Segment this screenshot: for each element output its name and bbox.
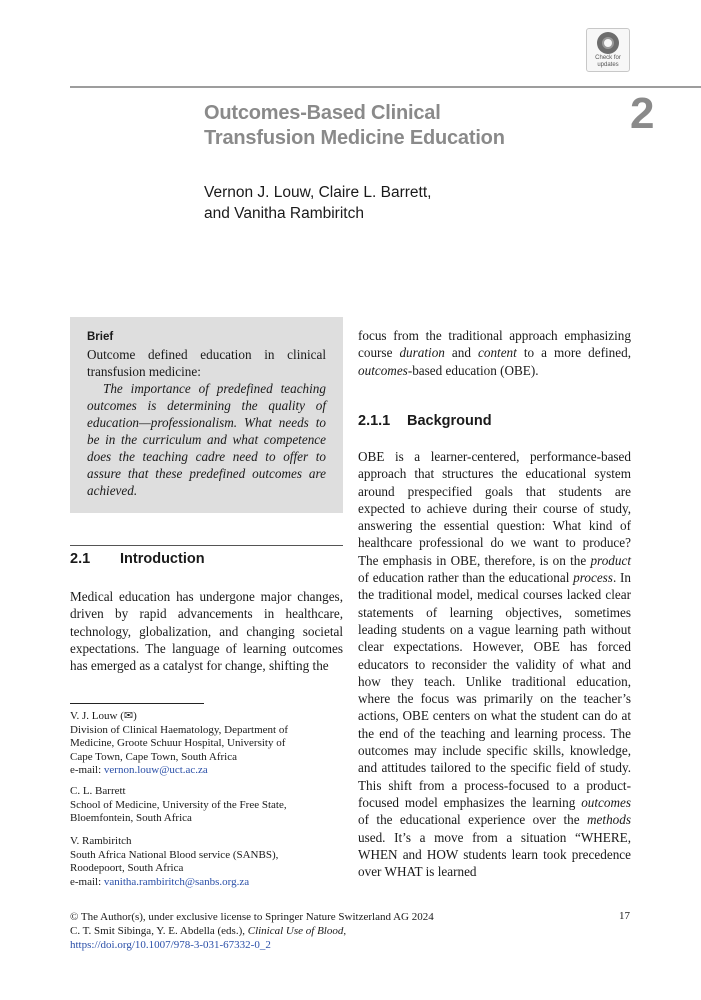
citation-end: ,: [343, 925, 347, 937]
affil-line: South Africa National Blood service (SANBS),: [70, 848, 279, 861]
brief-heading: Brief: [87, 331, 114, 343]
citation-editors: C. T. Smit Sibinga, Y. E. Abdella (eds.),: [70, 925, 248, 937]
text-run: of the educational experience over the: [358, 812, 588, 828]
email-label: e-mail:: [70, 764, 104, 777]
badge-line2: updates: [597, 62, 619, 68]
affil-line: School of Medicine, University of the Free State,: [70, 798, 287, 811]
badge-line1: Check for: [595, 55, 621, 61]
affil-line: Bloemfontein, South Africa: [70, 812, 192, 825]
title-line-1: Outcomes-Based Clinical: [204, 102, 441, 124]
email-link[interactable]: vanitha.rambiritch@sanbs.org.za: [103, 875, 250, 888]
intro-body: [70, 588, 343, 674]
title-line-2: Transfusion Medicine Education: [204, 127, 505, 149]
affil-name: V. Rambiritch: [70, 835, 132, 847]
paragraph-2: [358, 448, 631, 880]
emphasis-content: content: [478, 345, 517, 361]
top-rule: [70, 86, 701, 88]
right-paragraph-2: [358, 448, 631, 880]
text-run: used. It’s a move from a situation “WHERE, WHEN and HOW students learn took precedence over WHAT is learned: [358, 829, 631, 880]
emphasis-product: product: [590, 552, 631, 568]
text-run: to a more defined,: [516, 345, 631, 361]
chapter-number: 2: [630, 89, 655, 138]
affil-line: Division of Clinical Haematology, Department of: [70, 723, 289, 736]
email-link[interactable]: vernon.louw@uct.ac.za: [103, 764, 208, 777]
affil-line: Cape Town, Cape Town, South Africa: [70, 750, 238, 763]
text-run: OBE is a learner-centered, performance-based approach that structures the educational system around prespecified goals that students are expected to achieve during their course of study, answering the essential question: What kind of healthcare professional do we want to produce? The emphasis in OBE, therefore, is on the: [358, 449, 631, 568]
authors: [204, 182, 604, 224]
copyright-line: © The Author(s), under exclusive license to Springer Nature Switzerland AG 2024: [70, 911, 434, 923]
footer: [70, 910, 610, 952]
emphasis-outcomes: outcomes: [358, 362, 408, 378]
affil-line: Medicine, Groote Schuur Hospital, University of: [70, 737, 286, 750]
affil-email-row: [70, 764, 343, 778]
emphasis-process: process: [573, 570, 613, 586]
book-title: Clinical Use of Blood: [247, 925, 344, 937]
affil-email-row: [70, 876, 343, 890]
intro-paragraph: Medical education has undergone major changes, driven by rapid advancements in healthcare, technology, globalization, and changing societal expectations. The language of learning outcomes has emerged as a catalyst for change, shifting the: [70, 589, 343, 674]
affiliation-barrett: [70, 785, 343, 826]
subsection-title: Background: [407, 413, 492, 429]
emphasis-outcomes: outcomes: [581, 794, 631, 810]
brief-quote: The importance of predefined teaching outcomes is determining the quality of education—professionalism. What needs to be in the curriculum and what competence does the teaching cadre need to offer to assure that these predefined outcomes are achieved.: [87, 381, 326, 498]
section-title: Introduction: [120, 551, 205, 567]
subsection-number: 2.1.1: [358, 413, 391, 429]
brief-box: [70, 317, 343, 513]
affil-name: V. J. Louw (✉): [70, 710, 137, 722]
brief-intro: Outcome defined education in clinical transfusion medicine:: [87, 347, 326, 379]
book-citation: [70, 924, 610, 938]
section-number: 2.1: [70, 551, 91, 567]
authors-line-2: and Vanitha Rambiritch: [204, 205, 364, 222]
paragraph-1: [358, 327, 631, 379]
right-paragraph-1: [358, 327, 631, 379]
text-run: . In the traditional model, medical courses lacked clear statements of learning objectives, sometimes leading students on a vague learning path without clear expectations. However, OBE has forced educators to reconsider the validity of what and how they teach. Unlike traditional education, where the focus was primarily on the teacher’s actions, OBE centers on what the student can do at the end of the teaching and learning process. The outcomes may include specific skills, knowledge, and attitudes tailored to the specific field of study. This shift from a process-focused to a product-focused model emphasizes the learning: [358, 570, 631, 810]
footnote-rule: [70, 703, 204, 704]
text-run: focus from the traditional approach emphasizing course: [358, 328, 631, 361]
emphasis-methods: methods: [587, 812, 631, 828]
authors-line-1: Vernon J. Louw, Claire L. Barrett,: [204, 184, 432, 201]
email-label: e-mail:: [70, 875, 104, 888]
page-number: 17: [619, 910, 630, 922]
text-run: -based education (OBE).: [407, 362, 539, 378]
check-for-updates-badge[interactable]: [586, 28, 630, 72]
affiliation-rambiritch: [70, 835, 343, 889]
text-run: of education rather than the educational: [358, 570, 574, 586]
check-updates-icon: [597, 32, 619, 54]
emphasis-duration: duration: [399, 345, 445, 361]
doi-link[interactable]: https://doi.org/10.1007/978-3-031-67332-0_2: [70, 939, 271, 951]
section-rule: [70, 545, 343, 546]
affil-line: Roodepoort, South Africa: [70, 862, 184, 875]
affiliation-louw: [70, 710, 343, 778]
affil-name: C. L. Barrett: [70, 785, 126, 797]
chapter-title: [204, 101, 614, 151]
text-run: and: [444, 345, 478, 361]
